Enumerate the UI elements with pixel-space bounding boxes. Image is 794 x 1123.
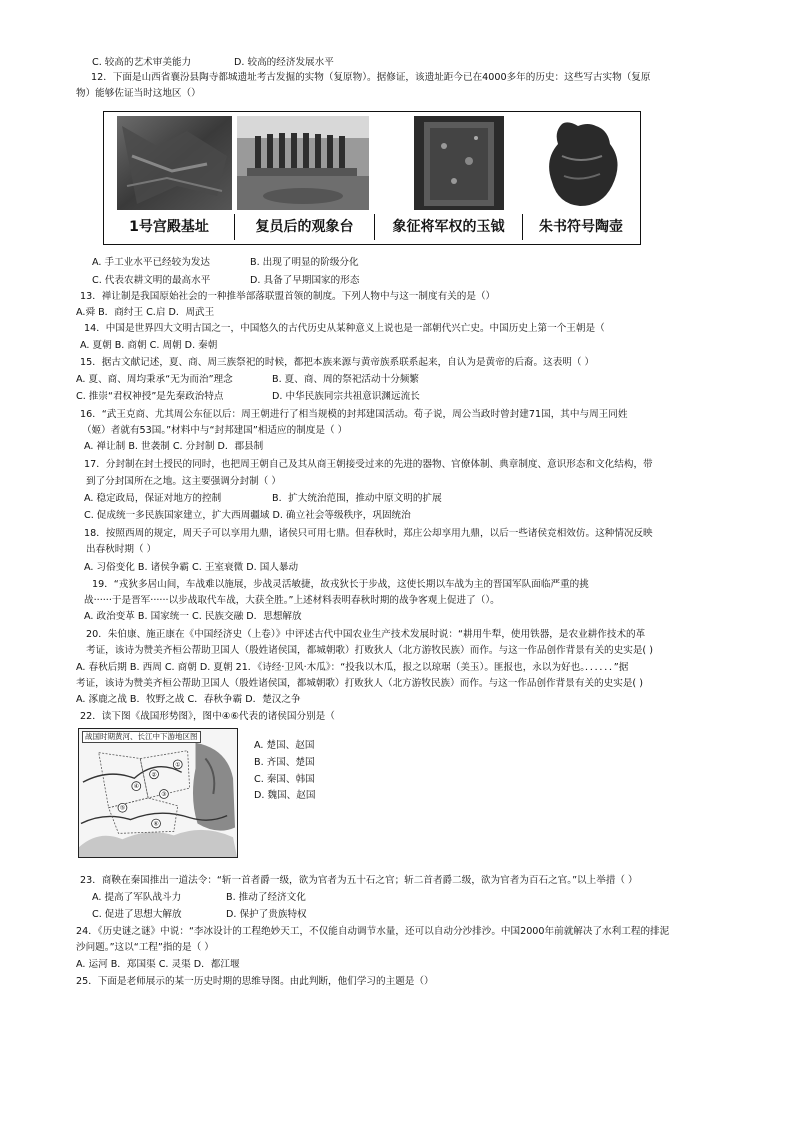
q23-option-c: C. 促进了思想大解放 — [92, 909, 182, 920]
q12-photo-pottery-pot — [540, 116, 626, 210]
q12-photo-jade-yue — [414, 116, 504, 210]
q22-stem: 22．读下图《战国形势图》，图中④⑥代表的诸侯国分别是（ — [80, 711, 335, 722]
q22-option-a: A. 楚国、赵国 — [254, 740, 315, 751]
q15-option-c: C. 推崇“君权神授”是先秦政治特点 — [76, 391, 224, 402]
q16-stem-line1: 16．“武王克商、尤其周公东征以后：周王朝进行了相当规模的封邦建国活动。荀子说，周公当政时曾封建71国，其中与周王同姓 — [80, 409, 628, 420]
q15-option-b: B. 夏、商、周的祭祀活动十分频繁 — [272, 374, 419, 385]
q15-stem: 15．据古文献记述，夏、商、周三族祭祀的时候，都把本族来源与黄帝族系联系起来，自认为是黄帝的后裔。这表明（ ） — [80, 357, 595, 368]
q16-stem-line2: （姬）者就有53国。”材料中与“封邦建国”相适应的制度是（ ） — [82, 425, 348, 436]
q12-photo-palace-foundation — [117, 116, 232, 210]
q17-stem-line1: 17．分封制在封土授民的同时，也把周王朝自己及其从商王朝接受过来的先进的器物、官僚体制、典章制度、意识形态和文化结构，带 — [84, 459, 653, 470]
q20-stem-line2: 考证，该诗为赞美齐桓公帮助卫国人（殷姓诸侯国，都城朝歌）打败狄人（北方游牧民族）而作。与这一作品创作背景有关的史实是( ) — [86, 645, 653, 656]
q14-options: A. 夏朝 B. 商朝 C. 周朝 D. 秦朝 — [80, 340, 218, 351]
q18-options: A. 习俗变化 B. 诸侯争霸 C. 王室衰微 D. 国人暴动 — [84, 562, 299, 573]
q23-option-b: B. 推动了经济文化 — [226, 892, 306, 903]
q20-stem-line1: 20．朱伯康、施正康在《中国经济史（上卷）》中评述古代中国农业生产技术发展时说：“耕用牛犁，使用铁器，是农业耕作技术的革 — [86, 629, 646, 640]
q22-option-d: D. 魏国、赵国 — [254, 790, 316, 801]
q22-option-b: B. 齐国、楚国 — [254, 757, 315, 768]
q12-photo-observatory — [237, 116, 369, 210]
q25-stem: 25．下面是老师展示的某一历史时期的思维导图。由此判断，他们学习的主题是（） — [76, 976, 434, 987]
q12-stem-line2: 物）能够佐证当时这地区（） — [76, 88, 201, 99]
q11-option-c: C. 较高的艺术审美能力 — [92, 57, 192, 68]
q14-stem: 14．中国是世界四大文明古国之一，中国悠久的古代历史从某种意义上说也是一部朝代兴亡史。中国历史上第一个王朝是（ — [84, 323, 605, 334]
q12-stem-line1: 12．下面是山西省襄汾县陶寺都城遗址考古发掘的实物（复原物）。据修证，该遗址距今已在4000多年的历史：这些写古实物（复原 — [91, 72, 651, 83]
q12-option-c: C. 代表农耕文明的最高水平 — [92, 275, 211, 286]
q23-option-d: D. 保护了贵族特权 — [226, 909, 307, 920]
q12-option-a: A. 手工业水平已经较为发达 — [92, 257, 211, 268]
q13-stem: 13．禅让制是我国原始社会的一种推举部落联盟首领的制度。下列人物中与这一制度有关的是（） — [80, 291, 496, 302]
q19-stem-line2: 战······于是晋军······以步战取代车战，大获全胜。”上述材料表明春秋时期的战争客观上促进了（）。 — [84, 595, 500, 606]
q22-option-c: C. 秦国、韩国 — [254, 774, 315, 785]
q12-caption-2: 复员后的观象台 — [234, 214, 374, 240]
svg-text:⑤: ⑤ — [119, 805, 126, 812]
svg-text:③: ③ — [161, 791, 167, 798]
q12-option-d: D. 具备了早期国家的形态 — [250, 275, 360, 286]
svg-text:①: ① — [175, 762, 181, 769]
q11-option-d: D. 较高的经济发展水平 — [234, 57, 334, 68]
q13-options: A.舜 B．商纣王 C.启 D．周武王 — [76, 307, 215, 318]
q17-option-a: A. 稳定政局，保证对地方的控制 — [84, 493, 222, 504]
q20-options-q21-stem: A. 春秋后期 B. 西周 C. 商朝 D. 夏朝 21．《诗经·卫风·木瓜》：“投我以木瓜，报之以琼琚（美玉）。匪报也，永以为好也。．．．．．．”据 — [76, 662, 629, 673]
q12-caption-4: 朱书符号陶壶 — [522, 214, 639, 240]
svg-text:④: ④ — [133, 784, 139, 791]
q22-warring-states-map — [78, 728, 238, 858]
q23-stem: 23．商鞅在秦国推出一道法令：“斩一首者爵一级，欲为官者为五十石之官；斩二首者爵二级，欲为官者为百石之官。”以上举措（ ） — [80, 875, 638, 886]
q18-stem-line1: 18．按照西周的规定，周天子可以享用九鼎，诸侯只可用七鼎。但春秋时，郑庄公却享用九鼎，以后一些诸侯竞相效仿。这种情况反映 — [84, 528, 653, 539]
q12-photo-panel — [103, 111, 641, 245]
svg-text:②: ② — [151, 772, 157, 779]
q12-option-b: B. 出现了明显的阶级分化 — [250, 257, 359, 268]
q21-stem-line2: 考证，该诗为赞美齐桓公帮助卫国人（殷姓诸侯国，都城朝歌）打败狄人（北方游牧民族）而作。与这一作品创作背景有关的史实是( ) — [76, 678, 643, 689]
q17-stem-line2: 到了分封国所在之地。这主要强调分封制（ ） — [86, 476, 281, 487]
q21-options: A. 涿鹿之战 B．牧野之战 C．春秋争霸 D．楚汉之争 — [76, 694, 301, 705]
q24-stem-line2: 沙问题。”这以“工程”指的是（ ） — [76, 942, 214, 953]
q18-stem-line2: 出春秋时期（ ） — [86, 544, 157, 555]
q23-option-a: A. 提高了军队战斗力 — [92, 892, 182, 903]
q17-option-cd: C. 促成统一多民族国家建立，扩大西周疆域 D. 确立社会等级秩序，巩固统治 — [84, 510, 411, 521]
q15-option-a: A. 夏、商、周均秉承“无为而治”理念 — [76, 374, 233, 385]
q16-options: A. 禅让制 B. 世袭制 C. 分封制 D．郡县制 — [84, 441, 264, 452]
q19-stem-line1: 19．“戎狄多居山间，车战难以施展，步战灵活敏捷，故戎狄长于步战，这使长期以车战为主的晋国军队面临严重的挑 — [92, 579, 589, 590]
q22-map-title: 战国时期黄河、长江中下游地区图 — [82, 731, 201, 743]
svg-text:⑥: ⑥ — [153, 821, 159, 828]
q12-caption-1: 1号宫殿基址 — [129, 219, 209, 235]
q19-options: A. 政治变革 B. 国家统一 C. 民族交融 D．思想解放 — [84, 611, 302, 622]
q24-options: A. 运河 B．郑国渠 C. 灵渠 D．都江堰 — [76, 959, 240, 970]
q12-caption-3: 象征将军权的玉钺 — [374, 214, 522, 240]
q17-option-b: B．扩大统治范围，推动中原文明的扩展 — [272, 493, 442, 504]
q24-stem-line1: 24．《历史谜之谜》中说：“李冰设计的工程绝妙天工，不仅能自动调节水量，还可以自动分沙排沙。中国2000年前就解决了水利工程的排泥 — [76, 926, 670, 937]
q15-option-d: D. 中华民族同宗共祖意识渊远流长 — [272, 391, 420, 402]
